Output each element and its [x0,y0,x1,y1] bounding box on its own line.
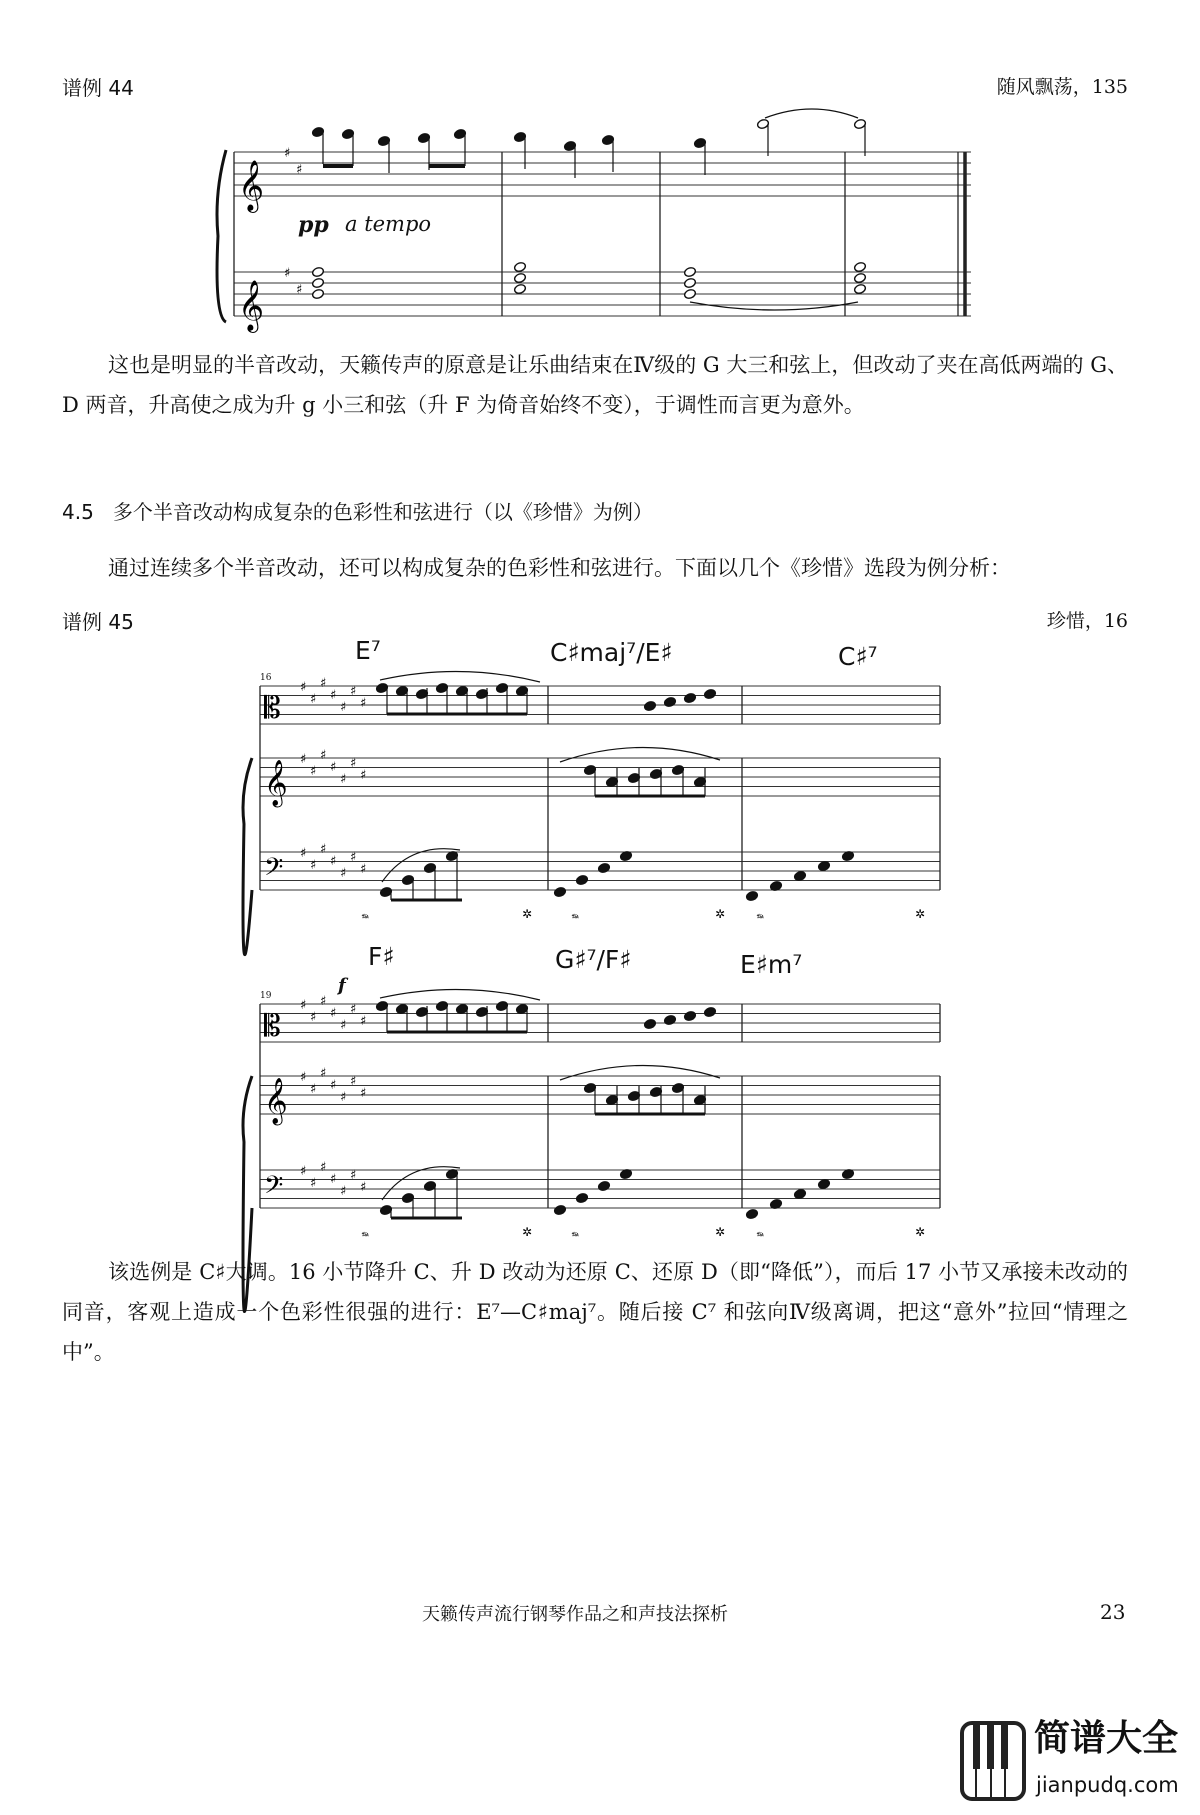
note-head [683,1010,696,1021]
note-head [311,266,324,277]
measure-number: 19 [260,991,272,1001]
key-signature-sharp-icon: ♯ [320,994,327,1010]
key-signature-sharp-icon: ♯ [340,1183,347,1199]
key-signature-sharp-icon: ♯ [330,759,337,775]
paragraph-1: 这也是明显的半音改动，天籁传声的原意是让乐曲结束在Ⅳ级的 G 大三和弦上，但改动了夹在高低两端的 G、D 两音，升高使之成为升 g 小三和弦（升 F 为倚音始终不变），于调性而言更为意外。 [62,353,1128,417]
note-head [553,1204,566,1215]
key-signature-sharp-icon: ♯ [296,162,303,178]
pedal-release-icon: ✲ [915,1225,926,1239]
clef-icon: 𝄢 [264,853,284,888]
key-signature-sharp-icon: ♯ [350,755,357,771]
key-signature-sharp-icon: ♯ [284,146,291,161]
key-signature-sharp-icon: ♯ [330,687,337,703]
dynamic-marking: pp [298,212,329,238]
section-number: 4.5 [62,500,94,524]
pedal-release-icon: ✲ [715,907,726,921]
pedal-marking-icon: 𝆮 [755,911,763,925]
note-head [817,1178,830,1189]
note-head [513,261,526,272]
key-signature-sharp-icon: ♯ [360,1179,367,1195]
note-head [513,272,526,283]
key-signature-sharp-icon: ♯ [310,1009,317,1025]
note-head [745,1208,758,1219]
clef-icon: 𝄞 [238,160,265,211]
clef-icon: 𝄞 [238,280,265,331]
paragraph-3: 该选例是 C♯大调。16 小节降升 C、升 D 改动为还原 C、还原 D（即“降低”），而后 17 小节又承接未改动的同音，客观上造成一个色彩性很强的进行：E⁷—C♯maj⁷。随后接 C⁷ 和弦向Ⅳ级离调，把这“意外”拉回“情理之中”。 [62,1260,1128,1364]
clef-icon: 𝄞 [264,760,288,806]
chord-label: E⁷ [355,636,381,665]
example-45-source: 珍惜，16 [1046,610,1128,632]
key-signature-sharp-icon: ♯ [310,691,317,707]
note-head [553,886,566,897]
watermark-logo [960,1715,1196,1805]
slur [560,747,720,762]
key-signature-sharp-icon: ♯ [300,1164,307,1179]
chord-label: G♯⁷/F♯ [555,945,632,974]
slur [380,671,540,682]
note-head [683,277,696,288]
pedal-marking-icon: 𝆮 [570,911,578,925]
key-signature-sharp-icon: ♯ [360,1013,367,1029]
piano-keys-icon [960,1715,1030,1805]
key-signature-sharp-icon: ♯ [300,1070,307,1085]
note-head [597,862,610,873]
pedal-release-icon: ✲ [915,907,926,921]
chord-label: C♯⁷ [838,642,878,671]
note-head [643,700,656,711]
key-signature-sharp-icon: ♯ [300,998,307,1013]
tempo-marking: a tempo [345,212,432,236]
pedal-release-icon: ✲ [522,907,533,921]
score-example-45 [243,671,940,1311]
brace [217,150,226,322]
key-signature-sharp-icon: ♯ [360,861,367,877]
pedal-release-icon: ✲ [715,1225,726,1239]
watermark-name: 简谱大全 [1034,1718,1179,1759]
clef-icon: 𝄡 [264,691,281,726]
key-signature-sharp-icon: ♯ [330,1171,337,1187]
key-signature-sharp-icon: ♯ [340,1017,347,1033]
slur [380,989,540,1000]
key-signature-sharp-icon: ♯ [340,1089,347,1105]
note-head [853,283,866,294]
key-signature-sharp-icon: ♯ [350,1073,357,1089]
tie [765,109,858,118]
note-head [793,1188,806,1199]
section-title: 多个半音改动构成复杂的色彩性和弦进行（以《珍惜》为例） [112,500,653,524]
note-head [817,860,830,871]
page-number: 23 [1100,1600,1126,1624]
note-head [575,1192,588,1203]
note-head [663,696,676,707]
pedal-marking-icon: 𝆮 [755,1229,763,1243]
pedal-marking-icon: 𝆮 [570,1229,578,1243]
example-45-label: 谱例 45 [62,610,134,634]
note-head [513,283,526,294]
pedal-marking-icon: 𝆮 [360,911,368,925]
note-head [663,1014,676,1025]
note-head [703,1006,716,1017]
chord-label: C♯maj⁷/E♯ [550,638,673,667]
pedal-marking-icon: 𝆮 [360,1229,368,1243]
note-head [793,870,806,881]
note-head [683,692,696,703]
example-44-label: 谱例 44 [62,76,134,100]
paragraph-2: 通过连续多个半音改动，还可以构成复杂的色彩性和弦进行。下面以几个《珍惜》选段为例分析： [108,556,1011,580]
note-head [745,890,758,901]
footer-title: 天籁传声流行钢琴作品之和声技法探析 [422,1604,728,1625]
pedal-release-icon: ✲ [522,1225,533,1239]
key-signature-sharp-icon: ♯ [360,767,367,783]
note-head [597,1180,610,1191]
key-signature-sharp-icon: ♯ [310,1175,317,1191]
note-head [683,288,696,299]
clef-icon: 𝄢 [264,1171,284,1206]
key-signature-sharp-icon: ♯ [320,1066,327,1082]
key-signature-sharp-icon: ♯ [340,771,347,787]
key-signature-sharp-icon: ♯ [300,680,307,695]
key-signature-sharp-icon: ♯ [360,1085,367,1101]
note-head [575,874,588,885]
note-head [683,266,696,277]
chord-label: F♯ [368,942,395,971]
brace [243,758,252,955]
key-signature-sharp-icon: ♯ [350,1001,357,1017]
key-signature-sharp-icon: ♯ [310,763,317,779]
slur [560,1065,720,1080]
clef-icon: 𝄞 [264,1078,288,1124]
score-example-44 [217,109,971,333]
tie [690,302,858,310]
key-signature-sharp-icon: ♯ [340,865,347,881]
note-head [643,1018,656,1029]
key-signature-sharp-icon: ♯ [340,699,347,715]
key-signature-sharp-icon: ♯ [300,846,307,861]
note-head [853,272,866,283]
key-signature-sharp-icon: ♯ [320,1160,327,1176]
note-head [853,261,866,272]
key-signature-sharp-icon: ♯ [320,676,327,692]
key-signature-sharp-icon: ♯ [284,266,291,281]
section-heading [62,496,653,525]
key-signature-sharp-icon: ♯ [310,857,317,873]
key-signature-sharp-icon: ♯ [350,1167,357,1183]
key-signature-sharp-icon: ♯ [320,748,327,764]
key-signature-sharp-icon: ♯ [296,282,303,298]
chord-label: E♯m⁷ [740,950,803,979]
note-head [311,277,324,288]
key-signature-sharp-icon: ♯ [300,752,307,767]
note-head [703,688,716,699]
key-signature-sharp-icon: ♯ [310,1081,317,1097]
clef-icon: 𝄡 [264,1009,281,1044]
dynamic-marking: f [338,975,346,996]
watermark-url: jianpudq.com [1036,1773,1179,1797]
key-signature-sharp-icon: ♯ [330,1005,337,1021]
key-signature-sharp-icon: ♯ [360,695,367,711]
key-signature-sharp-icon: ♯ [350,849,357,865]
key-signature-sharp-icon: ♯ [350,683,357,699]
note-head [311,288,324,299]
key-signature-sharp-icon: ♯ [320,842,327,858]
example-44-source: 随风飘荡，135 [996,76,1128,98]
measure-number: 16 [260,673,272,683]
key-signature-sharp-icon: ♯ [330,1077,337,1093]
key-signature-sharp-icon: ♯ [330,853,337,869]
